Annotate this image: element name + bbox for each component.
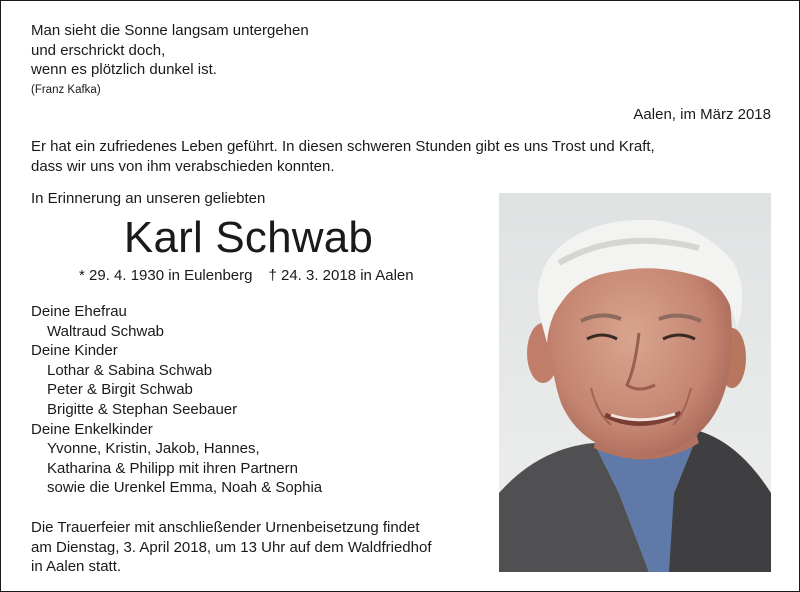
service-line: Die Trauerfeier mit anschließender Urnenbeisetzung findet <box>31 519 420 536</box>
family-member: Lothar & Sabina Schwab <box>47 361 213 379</box>
poem-line: Man sieht die Sonne langsam untergehen <box>31 22 309 39</box>
family-member: Yvonne, Kristin, Jakob, Hannes, <box>47 440 260 458</box>
family-member: Brigitte & Stephan Seebauer <box>47 400 238 418</box>
service-line: in Aalen statt. <box>31 558 122 575</box>
poem-line: und erschrickt doch, <box>31 41 166 59</box>
intro-line: Er hat ein zufriedenes Leben geführt. In diesen schweren Stunden gibt es uns Trost und Kraft, <box>31 138 655 155</box>
family-member: Katharina & Philipp mit ihren Partnern <box>47 459 298 477</box>
portrait-photo <box>499 193 771 572</box>
family-member: Peter & Birgit Schwab <box>47 381 193 399</box>
family-group-label: Deine Kinder <box>31 342 118 360</box>
place-date: Aalen, im März 2018 <box>633 106 771 123</box>
death-date: † 24. 3. 2018 in Aalen <box>268 267 414 284</box>
intro-line: dass wir uns von ihm verabschieden konnten. <box>31 158 335 175</box>
poem-line: wenn es plötzlich dunkel ist. <box>31 61 217 78</box>
funeral-service-info <box>31 518 431 577</box>
family-group-spouse <box>31 302 322 341</box>
service-line: am Dienstag, 3. April 2018, um 13 Uhr auf dem Waldfriedhof <box>31 538 432 556</box>
life-dates <box>79 267 414 284</box>
family-group-label: Deine Ehefrau <box>31 303 127 320</box>
poem <box>31 21 309 98</box>
family-group-children <box>31 341 322 419</box>
family-group-grandchildren <box>31 420 322 498</box>
family-member: sowie die Urenkel Emma, Noah & Sophia <box>47 479 323 497</box>
poem-author: (Franz Kafka) <box>31 83 101 96</box>
birth-date: * 29. 4. 1930 in Eulenberg <box>79 267 253 284</box>
deceased-name: Karl Schwab <box>123 213 374 262</box>
family-member: Waltraud Schwab <box>47 322 164 340</box>
family-group-label: Deine Enkelkinder <box>31 420 153 438</box>
family-list <box>31 302 322 498</box>
portrait-illustration <box>499 193 771 572</box>
memory-line: In Erinnerung an unseren geliebten <box>31 190 266 207</box>
intro-text <box>31 137 655 177</box>
